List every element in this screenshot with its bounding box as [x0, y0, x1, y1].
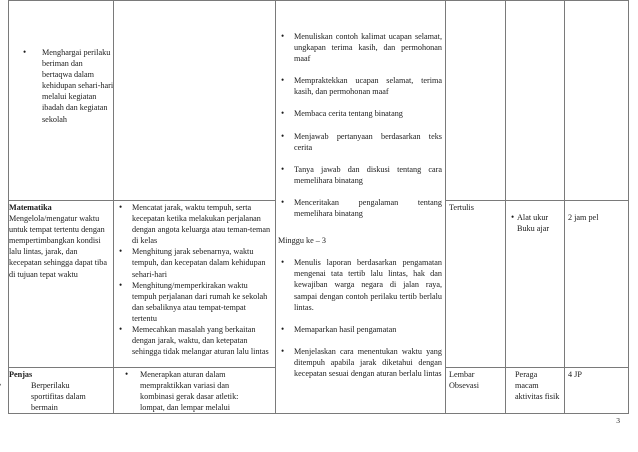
list-item: • Menuliskan contoh kalimat ucapan selamat, ungkapan terima kasih, dan permohonan maaf	[278, 31, 442, 64]
list-item: • Alat ukur Buku ajar	[508, 212, 562, 234]
list-item: • Menghargai perilaku beriman dan bertaqwa dalam kehidupan sehari-hari melalui kegiatan ibadah dan kegiatan sekolah	[20, 47, 114, 125]
list-item: • Memecahkan masalah yang berkaitan dengan jarak, waktu, dan ketepatan sehingga tidak melangar aturan lalu lintas	[116, 324, 272, 357]
assessment-text: Tertulis	[449, 203, 474, 212]
list-item: • Menceritakan pengalaman tentang memelihara binatang	[278, 197, 442, 219]
matematika-assessment	[449, 202, 503, 213]
penjas-time	[568, 369, 626, 380]
list-item: • Menjawab pertanyaan berdasarkan teks cerita	[278, 131, 442, 153]
list-item: • Menghitung/memperkirakan waktu tempuh perjalanan dari rumah ke sekolah dan sebaliknya atau tempat-tempat tertentu	[116, 280, 272, 324]
subject-title: Penjas	[9, 370, 33, 379]
assessment-text: Lembar Obsevasi	[449, 370, 480, 391]
list-item: • Berperilaku sportifitas dalam bermain	[0, 380, 91, 413]
list-item: • Menerapkan aturan dalam mempraktikkan variasi dan kombinasi gerak dasar atletik: lompat, dan lempar melalui	[122, 369, 264, 413]
time-text: 2 jam pel	[568, 213, 599, 222]
penjas-competency-cell	[9, 369, 109, 413]
list-item: • Mempraktekkan ucapan selamat, terima kasih, dan permohonan maaf	[278, 75, 442, 97]
competency-text: Mengelola/mengatur waktu untuk tempat tertentu dengan mempertimbangkan kondisi lalu lintas, jarak, dan kecepatan sehingga dapat tiba di tujuan tepat waktu	[9, 214, 107, 279]
penjas-source	[515, 369, 561, 402]
list-item: • Menulis laporan berdasarkan pengamatan mengenai tata tertib lalu lintas, hak dan kewajiban warga negara di jalan raya, sampai dengan contoh perilaku tertib berlalu lintas.	[278, 257, 442, 312]
activities-column	[278, 31, 442, 379]
list-item: • Membaca cerita tentang binatang	[278, 108, 442, 119]
list-item: • Tanya jawab dan diskusi tentang cara memelihara binatang	[278, 164, 442, 186]
list-item: • Mencatat jarak, waktu tempuh, serta kecepatan ketika melakukan perjalanan dengan angota keluarga atau teman-teman di kelas	[116, 202, 272, 246]
matematika-time	[568, 212, 626, 223]
penjas-assessment	[449, 369, 503, 391]
week-label: Minggu ke – 3	[278, 236, 326, 246]
top-row-col1	[20, 47, 120, 125]
matematika-source	[508, 212, 562, 234]
time-text: 4 JP	[568, 370, 582, 379]
subject-title: Matematika	[9, 203, 52, 212]
list-item: • Menjelaskan cara menentukan waktu yang ditempuh apabila jarak diketahui dengan kecepatan sesuai dengan aturan berlalu lintas	[278, 346, 442, 379]
penjas-indicators-cell	[122, 369, 264, 413]
source-text: Peraga macam aktivitas fisik	[515, 370, 560, 402]
matematika-competency-cell	[9, 202, 109, 280]
list-item: • Menghitung jarak sebenarnya, waktu tempuh, dan kecepatan dalam kehidupan sehari-hari	[116, 246, 272, 279]
list-item: • Memaparkan hasil pengamatan	[278, 324, 442, 335]
page-number: 3	[616, 416, 620, 425]
matematika-indicators-cell	[116, 202, 272, 357]
